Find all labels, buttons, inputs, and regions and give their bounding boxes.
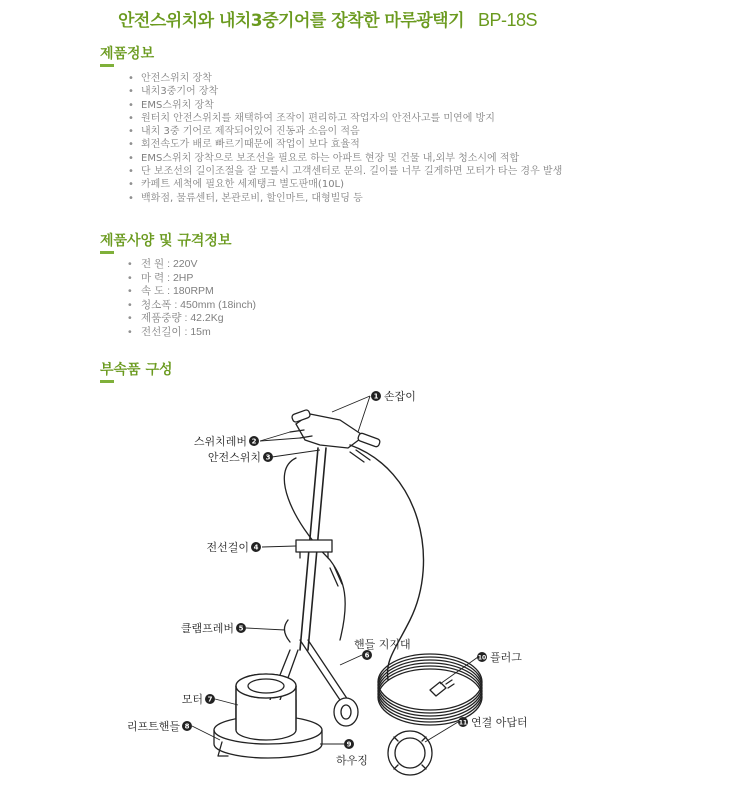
list-item: • EMS스위치 장착으로 보조선을 필요로 하는 아파트 현장 및 건물 내,외부 청소시에 적합: [128, 152, 562, 165]
spec-item: • 전 원 : 220V: [128, 258, 256, 272]
list-item: • 내치 3중 기어로 제작되어있어 진동과 소음이 적음: [128, 125, 562, 138]
section-heading-product-info: 제품정보: [100, 46, 155, 62]
list-item: • 회전속도가 배로 빠르기때문에 작업이 보다 효율적: [128, 138, 562, 151]
part-label-safety-switch: 안전스위치: [207, 451, 261, 464]
part-label-switch-lever: 스위치레버: [193, 435, 247, 448]
marker-8: 8: [184, 722, 190, 731]
part-label-plug: 플러그: [490, 651, 522, 664]
marker-3: 3: [265, 453, 271, 462]
marker-7: 7: [207, 695, 213, 704]
part-label-lift-handle: 리프트핸들: [126, 720, 180, 733]
section-heading-parts: 부속품 구성: [100, 362, 173, 378]
title-text: 안전스위치와 내치3중기어를 장착한 마루광택기: [118, 11, 465, 31]
part-label-clamp-lever: 클램프레버: [180, 622, 234, 635]
model-number: BP-18S: [478, 10, 538, 30]
list-item: • 원터치 안전스위치를 채택하여 조작이 편리하고 작업자의 안전사고를 미연에 방지: [128, 112, 562, 125]
list-item: • 내치3중기어 장착: [128, 85, 562, 98]
list-item: • 카페트 세척에 필요한 세제탱크 별도판매(10L): [128, 178, 562, 191]
marker-1: 1: [373, 392, 379, 401]
spec-item: • 제품중량 : 42.2Kg: [128, 312, 256, 326]
part-label-motor: 모터: [181, 693, 203, 706]
marker-11: 11: [458, 719, 468, 727]
marker-4: 4: [253, 543, 259, 552]
marker-9: 9: [346, 740, 352, 749]
list-item: • 단 보조선의 길이조절을 잘 모를시 고객센터로 문의. 길이를 너무 길게하면 모터가 타는 경우 발생: [128, 165, 562, 178]
list-item: • EMS스위치 장착: [128, 99, 562, 112]
part-label-cord-hanger: 전선걸이: [206, 541, 249, 554]
marker-2: 2: [251, 437, 257, 446]
part-label-handle: 손잡이: [384, 390, 416, 403]
list-item: • 안전스위치 장착: [128, 72, 562, 85]
marker-5: 5: [238, 624, 244, 633]
marker-6: 6: [364, 651, 370, 660]
part-label-adapter: 연결 아답터: [471, 716, 528, 729]
spec-item: • 마 력 : 2HP: [128, 272, 256, 286]
part-label-housing: 하우징: [336, 754, 368, 767]
section-heading-specs: 제품사양 및 규격정보: [100, 233, 232, 249]
list-item: • 백화점, 물류센터, 본관로비, 할인마트, 대형빌딩 등: [128, 192, 562, 205]
spec-item: • 청소폭 : 450mm (18inch): [128, 299, 256, 313]
marker-10: 10: [477, 654, 487, 662]
part-label-handle-support: 핸들 지지대: [354, 638, 411, 651]
spec-item: • 전선길이 : 15m: [128, 326, 256, 340]
spec-item: • 속 도 : 180RPM: [128, 285, 256, 299]
